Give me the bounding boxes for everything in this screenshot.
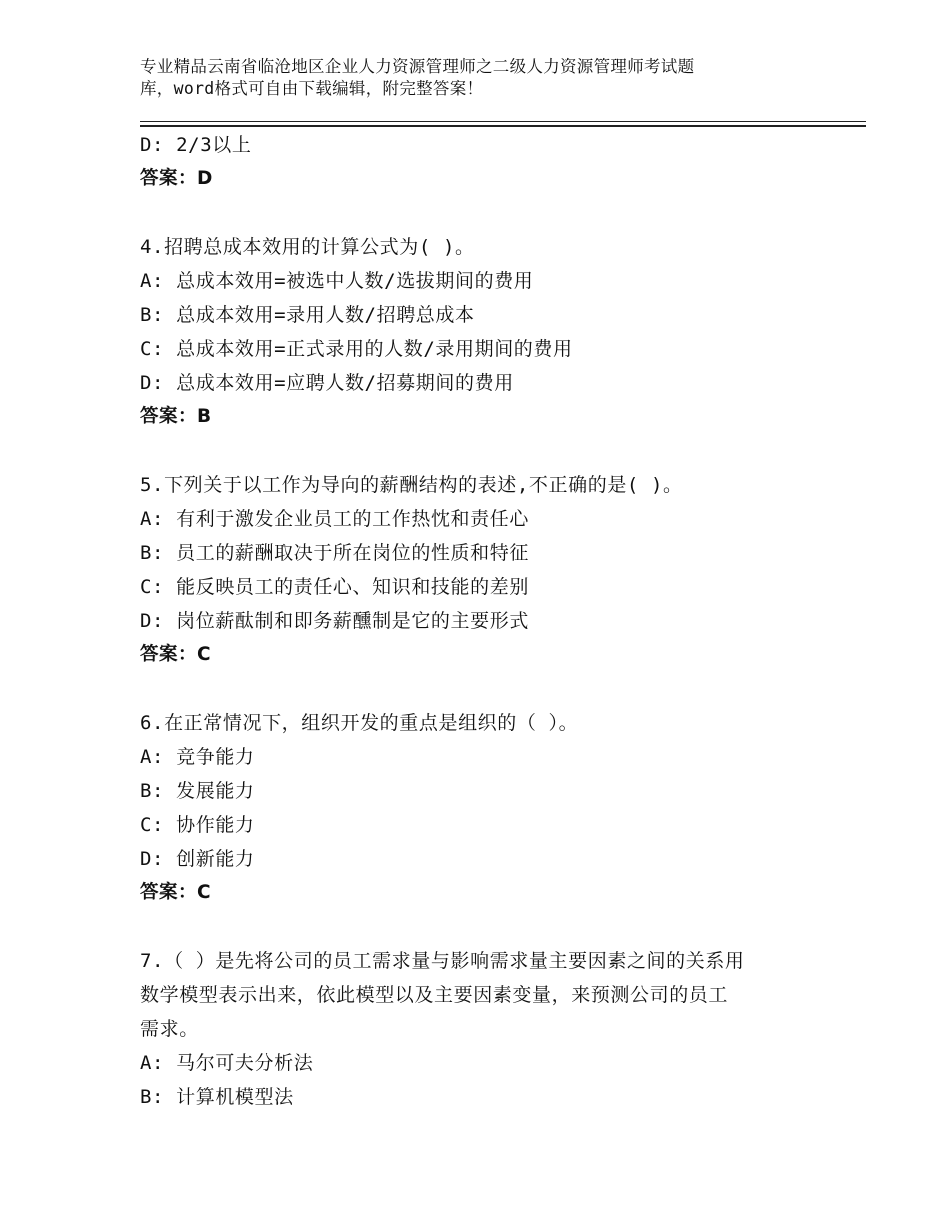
option-a: A: 总成本效用=被选中人数/选拔期间的费用: [140, 270, 534, 292]
spacer: [140, 910, 840, 944]
question-3-tail: [140, 128, 840, 196]
question-stem: 5.下列关于以工作为导向的薪酬结构的表述,不正确的是( )。: [140, 474, 683, 496]
option-b: B: 总成本效用=录用人数/招聘总成本: [140, 304, 475, 326]
header-line-1: 专业精品云南省临沧地区企业人力资源管理师之二级人力资源管理师考试题: [140, 57, 695, 76]
spacer: [140, 672, 840, 706]
answer-line: 答案：B: [140, 406, 212, 427]
option-d: D: 2/3以上: [140, 134, 252, 156]
question-stem: 6.在正常情况下，组织开发的重点是组织的（ ）。: [140, 712, 579, 734]
option-b: B: 员工的薪酬取决于所在岗位的性质和特征: [140, 542, 529, 564]
option-c: C: 能反映员工的责任心、知识和技能的差别: [140, 576, 529, 598]
document-body: [140, 128, 840, 1114]
question-stem-line-2: 数学模型表示出来，依此模型以及主要因素变量，来预测公司的员工: [140, 984, 729, 1006]
answer-line: 答案：C: [140, 882, 212, 903]
question-stem: 4.招聘总成本效用的计算公式为( )。: [140, 236, 475, 258]
spacer: [140, 434, 840, 468]
spacer: [140, 196, 840, 230]
header-line-2: 库，word格式可自由下载编辑，附完整答案！: [140, 79, 484, 98]
question-5: [140, 468, 840, 672]
question-stem-line-3: 需求。: [140, 1018, 199, 1040]
option-c: C: 总成本效用=正式录用的人数/录用期间的费用: [140, 338, 573, 360]
option-a: A: 马尔可夫分析法: [140, 1052, 314, 1074]
header-rule-thin: [140, 121, 866, 122]
answer-line: 答案：D: [140, 168, 213, 189]
question-stem-line-1: 7.（ ）是先将公司的员工需求量与影响需求量主要因素之间的关系用: [140, 950, 745, 972]
option-b: B: 计算机模型法: [140, 1086, 294, 1108]
option-d: D: 总成本效用=应聘人数/招募期间的费用: [140, 372, 514, 394]
question-4: [140, 230, 840, 434]
option-a: A: 有利于激发企业员工的工作热忱和责任心: [140, 508, 529, 530]
answer-line: 答案：C: [140, 644, 212, 665]
option-a: A: 竞争能力: [140, 746, 255, 768]
document-header: [140, 56, 780, 100]
option-d: D: 岗位薪酞制和即务薪醺制是它的主要形式: [140, 610, 529, 632]
question-6: [140, 706, 840, 910]
header-rule-thick: [140, 125, 866, 127]
option-d: D: 创新能力: [140, 848, 255, 870]
option-b: B: 发展能力: [140, 780, 255, 802]
option-c: C: 协作能力: [140, 814, 255, 836]
question-7: [140, 944, 840, 1114]
